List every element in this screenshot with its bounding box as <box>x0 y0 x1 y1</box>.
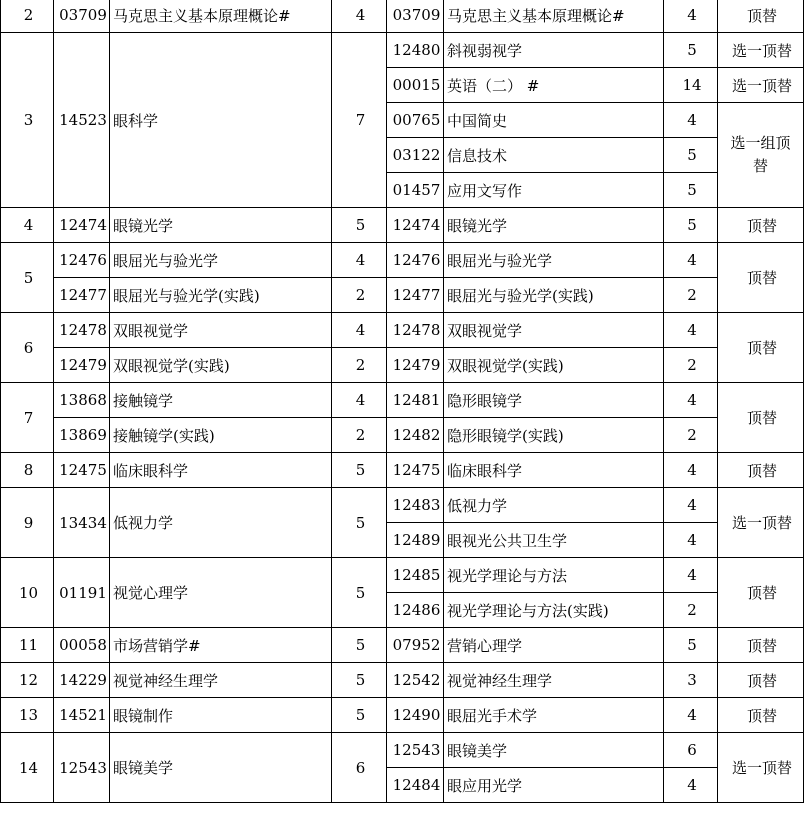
course-name: 双眼视觉学(实践) <box>110 348 332 383</box>
course-code: 12543 <box>54 733 110 803</box>
sub-course-code: 12482 <box>387 418 444 453</box>
sub-course-credit: 4 <box>664 453 718 488</box>
sub-course-credit: 2 <box>664 418 718 453</box>
table-row <box>1 558 804 593</box>
row-seq: 14 <box>1 733 54 803</box>
table-row <box>1 418 804 453</box>
course-credit: 2 <box>332 278 387 313</box>
sub-course-name: 眼屈光手术学 <box>444 698 664 733</box>
table-row <box>1 628 804 663</box>
substitution-note: 顶替 <box>718 663 804 698</box>
sub-course-credit: 6 <box>664 733 718 768</box>
sub-course-code: 12475 <box>387 453 444 488</box>
sub-course-credit: 5 <box>664 628 718 663</box>
sub-course-credit: 4 <box>664 768 718 803</box>
course-credit: 5 <box>332 558 387 628</box>
substitution-note: 顶替 <box>718 453 804 488</box>
sub-course-name: 双眼视觉学 <box>444 313 664 348</box>
sub-course-code: 07952 <box>387 628 444 663</box>
course-code: 12476 <box>54 243 110 278</box>
sub-course-name: 马克思主义基本原理概论# <box>444 0 664 33</box>
course-code: 12477 <box>54 278 110 313</box>
sub-course-name: 眼镜美学 <box>444 733 664 768</box>
course-code: 12474 <box>54 208 110 243</box>
sub-course-credit: 4 <box>664 488 718 523</box>
substitution-note: 顶替 <box>718 558 804 628</box>
course-credit: 2 <box>332 418 387 453</box>
course-name: 眼科学 <box>110 33 332 208</box>
sub-course-code: 00015 <box>387 68 444 103</box>
sub-course-credit: 5 <box>664 173 718 208</box>
sub-course-code: 12485 <box>387 558 444 593</box>
course-code: 00058 <box>54 628 110 663</box>
course-name: 视觉心理学 <box>110 558 332 628</box>
course-credit: 2 <box>332 348 387 383</box>
sub-course-name: 信息技术 <box>444 138 664 173</box>
sub-course-name: 眼镜光学 <box>444 208 664 243</box>
table-row <box>1 488 804 523</box>
row-seq: 2 <box>1 0 54 33</box>
row-seq: 5 <box>1 243 54 313</box>
table-row <box>1 243 804 278</box>
table-row <box>1 33 804 68</box>
course-credit: 5 <box>332 628 387 663</box>
course-name: 低视力学 <box>110 488 332 558</box>
sub-course-credit: 4 <box>664 523 718 558</box>
table-row <box>1 383 804 418</box>
course-code: 14521 <box>54 698 110 733</box>
course-credit: 6 <box>332 733 387 803</box>
sub-course-credit: 4 <box>664 558 718 593</box>
sub-course-name: 双眼视觉学(实践) <box>444 348 664 383</box>
course-name: 市场营销学# <box>110 628 332 663</box>
substitution-note: 选一顶替 <box>718 488 804 558</box>
substitution-note: 顶替 <box>718 698 804 733</box>
sub-course-credit: 3 <box>664 663 718 698</box>
row-seq: 11 <box>1 628 54 663</box>
sub-course-credit: 4 <box>664 698 718 733</box>
sub-course-code: 12474 <box>387 208 444 243</box>
course-credit: 4 <box>332 243 387 278</box>
table-row <box>1 453 804 488</box>
table-row <box>1 348 804 383</box>
course-code: 13434 <box>54 488 110 558</box>
course-name: 眼镜光学 <box>110 208 332 243</box>
row-seq: 3 <box>1 33 54 208</box>
table-row <box>1 663 804 698</box>
table-row <box>1 278 804 313</box>
sub-course-code: 12476 <box>387 243 444 278</box>
sub-course-name: 临床眼科学 <box>444 453 664 488</box>
sub-course-name: 眼屈光与验光学 <box>444 243 664 278</box>
sub-course-name: 视觉神经生理学 <box>444 663 664 698</box>
table-row <box>1 313 804 348</box>
course-name: 眼镜制作 <box>110 698 332 733</box>
course-name: 接触镜学 <box>110 383 332 418</box>
course-credit: 4 <box>332 383 387 418</box>
sub-course-name: 隐形眼镜学 <box>444 383 664 418</box>
sub-course-code: 03709 <box>387 0 444 33</box>
table-row <box>1 698 804 733</box>
course-credit: 5 <box>332 453 387 488</box>
row-seq: 8 <box>1 453 54 488</box>
sub-course-code: 12490 <box>387 698 444 733</box>
sub-course-code: 12543 <box>387 733 444 768</box>
sub-course-code: 12542 <box>387 663 444 698</box>
sub-course-name: 视光学理论与方法(实践) <box>444 593 664 628</box>
substitution-note: 选一顶替 <box>718 733 804 803</box>
substitution-note: 顶替 <box>718 383 804 453</box>
table-row <box>1 208 804 243</box>
course-code: 13868 <box>54 383 110 418</box>
table-row <box>1 733 804 768</box>
sub-course-name: 低视力学 <box>444 488 664 523</box>
sub-course-name: 视光学理论与方法 <box>444 558 664 593</box>
course-name: 临床眼科学 <box>110 453 332 488</box>
course-credit: 7 <box>332 33 387 208</box>
course-code: 12479 <box>54 348 110 383</box>
sub-course-code: 01457 <box>387 173 444 208</box>
course-name: 双眼视觉学 <box>110 313 332 348</box>
course-code: 12475 <box>54 453 110 488</box>
substitution-note: 顶替 <box>718 0 804 33</box>
sub-course-code: 12481 <box>387 383 444 418</box>
sub-course-credit: 4 <box>664 383 718 418</box>
sub-course-credit: 4 <box>664 313 718 348</box>
sub-course-credit: 5 <box>664 138 718 173</box>
sub-course-credit: 2 <box>664 348 718 383</box>
sub-course-credit: 4 <box>664 103 718 138</box>
course-name: 眼屈光与验光学(实践) <box>110 278 332 313</box>
row-seq: 6 <box>1 313 54 383</box>
substitution-note: 顶替 <box>718 313 804 383</box>
sub-course-credit: 2 <box>664 593 718 628</box>
sub-course-credit: 14 <box>664 68 718 103</box>
course-name: 眼镜美学 <box>110 733 332 803</box>
substitution-note: 选一顶替 <box>718 33 804 68</box>
sub-course-name: 英语（二） # <box>444 68 664 103</box>
row-seq: 13 <box>1 698 54 733</box>
sub-course-name: 营销心理学 <box>444 628 664 663</box>
course-name: 视觉神经生理学 <box>110 663 332 698</box>
sub-course-credit: 4 <box>664 243 718 278</box>
substitution-note: 选一组顶替 <box>718 103 804 208</box>
course-credit: 5 <box>332 208 387 243</box>
sub-course-credit: 2 <box>664 278 718 313</box>
sub-course-code: 12477 <box>387 278 444 313</box>
sub-course-name: 眼应用光学 <box>444 768 664 803</box>
sub-course-name: 眼屈光与验光学(实践) <box>444 278 664 313</box>
sub-course-code: 12489 <box>387 523 444 558</box>
course-credit: 5 <box>332 663 387 698</box>
sub-course-credit: 5 <box>664 33 718 68</box>
sub-course-code: 12480 <box>387 33 444 68</box>
sub-course-code: 12486 <box>387 593 444 628</box>
sub-course-name: 应用文写作 <box>444 173 664 208</box>
course-credit: 5 <box>332 488 387 558</box>
sub-course-code: 03122 <box>387 138 444 173</box>
row-seq: 4 <box>1 208 54 243</box>
course-credit: 5 <box>332 698 387 733</box>
sub-course-code: 12483 <box>387 488 444 523</box>
sub-course-code: 12478 <box>387 313 444 348</box>
row-seq: 9 <box>1 488 54 558</box>
substitution-note: 顶替 <box>718 628 804 663</box>
course-code: 12478 <box>54 313 110 348</box>
course-code: 13869 <box>54 418 110 453</box>
substitution-note: 顶替 <box>718 208 804 243</box>
course-name: 马克思主义基本原理概论# <box>110 0 332 33</box>
table-row <box>1 0 804 33</box>
course-code: 14523 <box>54 33 110 208</box>
course-code: 14229 <box>54 663 110 698</box>
substitution-note: 选一顶替 <box>718 68 804 103</box>
course-code: 03709 <box>54 0 110 33</box>
sub-course-credit: 4 <box>664 0 718 33</box>
row-seq: 7 <box>1 383 54 453</box>
row-seq: 12 <box>1 663 54 698</box>
course-name: 眼屈光与验光学 <box>110 243 332 278</box>
sub-course-name: 斜视弱视学 <box>444 33 664 68</box>
sub-course-code: 00765 <box>387 103 444 138</box>
course-name: 接触镜学(实践) <box>110 418 332 453</box>
sub-course-code: 12484 <box>387 768 444 803</box>
substitution-note: 顶替 <box>718 243 804 313</box>
sub-course-name: 眼视光公共卫生学 <box>444 523 664 558</box>
course-credit: 4 <box>332 0 387 33</box>
sub-course-name: 隐形眼镜学(实践) <box>444 418 664 453</box>
course-code: 01191 <box>54 558 110 628</box>
row-seq: 10 <box>1 558 54 628</box>
course-credit: 4 <box>332 313 387 348</box>
sub-course-code: 12479 <box>387 348 444 383</box>
sub-course-name: 中国简史 <box>444 103 664 138</box>
sub-course-credit: 5 <box>664 208 718 243</box>
